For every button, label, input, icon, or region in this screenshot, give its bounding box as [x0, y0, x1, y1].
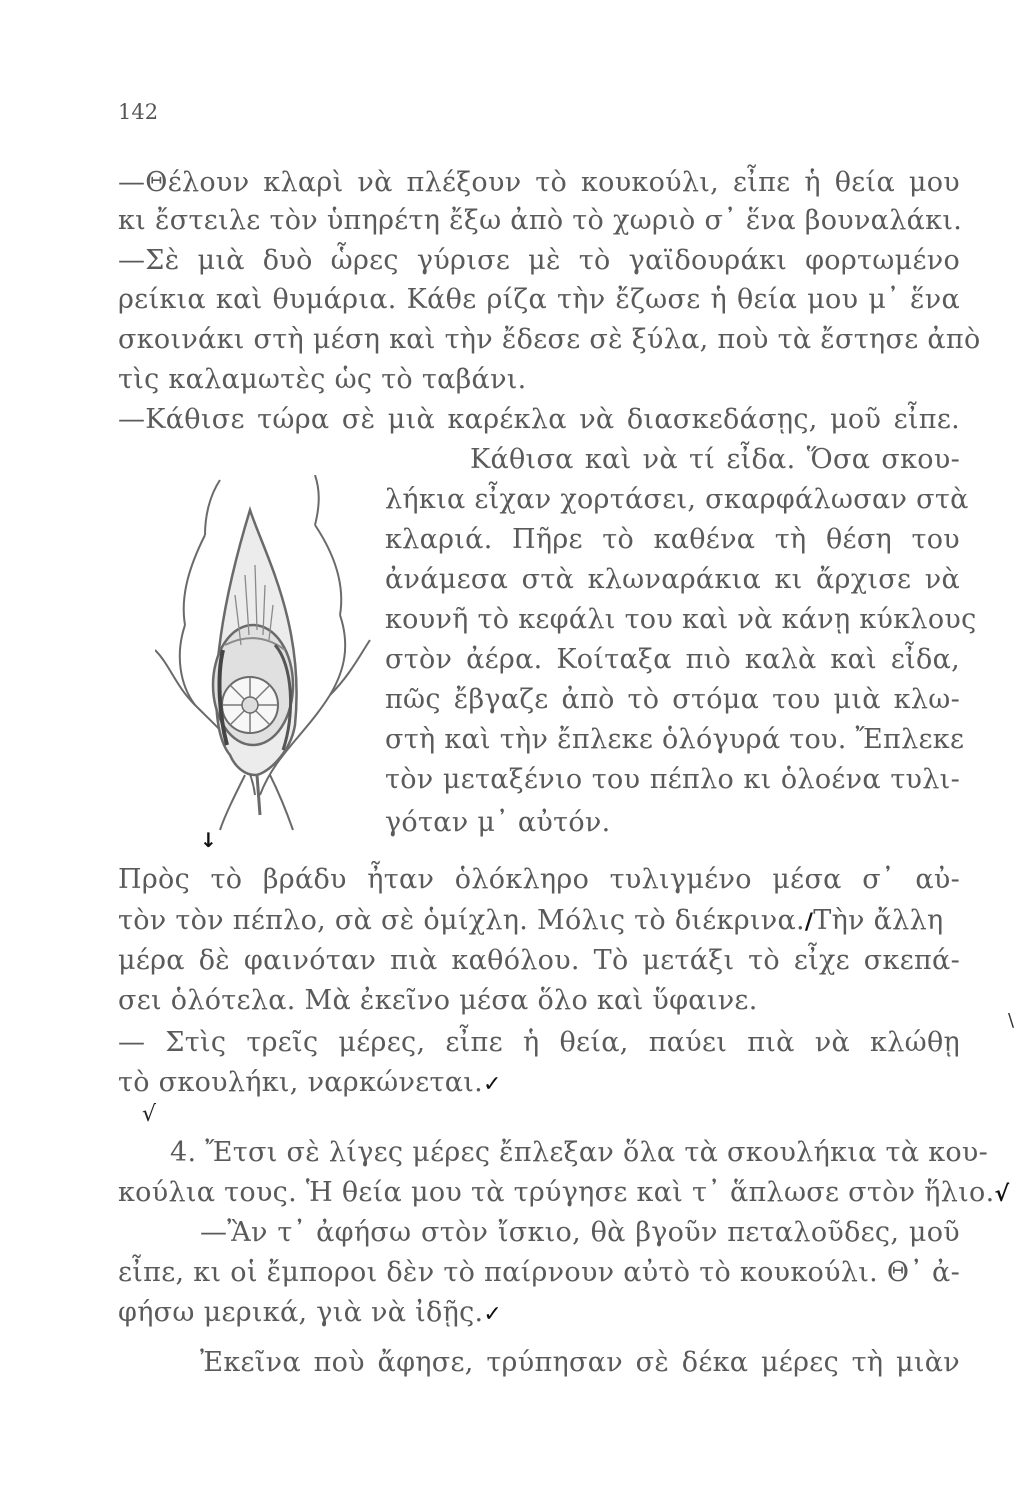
- check-mark-small: √: [142, 1102, 157, 1127]
- text-line-2: κι ἔστειλε τὸν ὑπηρέτη ἔξω ἀπὸ τὸ χωριὸ σ᾿ ἕνα βουναλάκι.: [118, 205, 963, 236]
- text-line-16: —Ἂν τ᾿ ἀφήσω στὸν ἴσκιο, θὰ βγοῦν πεταλοῦδες, μοῦ: [200, 1217, 960, 1248]
- text-line-10: μέρα δὲ φαινόταν πιὰ καθόλου. Τὸ μετάξι τὸ εἶχε σκεπά-: [118, 945, 960, 976]
- text-line-14: 4. Ἔτσι σὲ λίγες μέρες ἔπλεξαν ὅλα τὰ σκουλήκια τὰ κου-: [170, 1137, 989, 1168]
- text-line-6: τὶς καλαμωτὲς ὡς τὸ ταβάνι.: [118, 364, 527, 395]
- check-mark-1: ✓: [483, 1072, 502, 1097]
- cocoon-illustration: [155, 475, 380, 850]
- text-line-7: —Κάθισε τώρα σὲ μιὰ καρέκλα νὰ διασκεδάσῃς, μοῦ εἶπε.: [118, 404, 960, 435]
- wrap-line-6: στὸν ἀέρα. Κοίταξα πιὸ καλὰ καὶ εἶδα,: [385, 644, 960, 675]
- slash-mark: /: [804, 910, 814, 935]
- wrap-line-1: Κάθισα καὶ νὰ τί εἶδα. Ὅσα σκου-: [470, 444, 960, 475]
- check-mark-3: ✓: [483, 1302, 503, 1327]
- text-line-9: [118, 903, 960, 941]
- text-line-17: εἶπε, κι οἱ ἔμποροι δὲν τὸ παίρνουν αὐτὸ τὸ κουκούλι. Θ᾿ ἀ-: [118, 1257, 960, 1288]
- text-line-8: Πρὸς τὸ βράδυ ἦταν ὁλόκληρο τυλιγμένο μέσα σ᾿ αὐ-: [118, 864, 960, 895]
- margin-mark-arrow: ↓: [200, 828, 217, 852]
- text-line-5: σκοινάκι στὴ μέση καὶ τὴν ἔδεσε σὲ ξύλα, ποὺ τὰ ἔστησε ἀπὸ: [118, 324, 981, 355]
- text-line-4: ρείκια καὶ θυμάρια. Κάθε ρίζα τὴν ἔζωσε ἡ θεία μου μ᾿ ἕνα: [118, 284, 960, 315]
- text-line-1: —Θέλουν κλαρὶ νὰ πλέξουν τὸ κουκούλι, εἶπε ἡ θεία μου: [118, 167, 960, 198]
- text-line-15-a: κούλια τους. Ἡ θεία μου τὰ τρύγησε καὶ τ᾿ ἅπλωσε στὸν ἥλιο.: [118, 1177, 995, 1208]
- text-line-12: — Στὶς τρεῖς μέρες, εἶπε ἡ θεία, παύει πιὰ νὰ κλώθῃ: [118, 1027, 960, 1058]
- wrap-line-10: γόταν μ᾿ αὐτόν.: [385, 807, 611, 838]
- wrap-line-7: πῶς ἔβγαζε ἀπὸ τὸ στόμα του μιὰ κλω-: [385, 684, 960, 715]
- page-number: 142: [118, 100, 159, 124]
- edge-mark: \: [1008, 1010, 1015, 1031]
- wrap-line-9: τὸν μεταξένιο του πέπλο κι ὁλοένα τυλι-: [385, 764, 960, 795]
- text-line-3: —Σὲ μιὰ δυὸ ὧρες γύρισε μὲ τὸ γαϊδουράκι φορτωμένο: [118, 245, 960, 276]
- wrap-line-5: κουνῆ τὸ κεφάλι του καὶ νὰ κάνῃ κύκλους: [385, 604, 977, 635]
- check-mark-2: √: [994, 1182, 1010, 1207]
- text-line-9-b: Τὴν ἄλλη: [813, 905, 944, 936]
- text-line-18-a: φήσω μερικά, γιὰ νὰ ἰδῇς.: [118, 1297, 484, 1328]
- text-line-19: Ἐκεῖνα ποὺ ἄφησε, τρύπησαν σὲ δέκα μέρες τὴ μιὰν: [200, 1347, 960, 1378]
- text-line-13-a: τὸ σκουλήκι, ναρκώνεται.: [118, 1067, 484, 1098]
- wrap-line-3: κλαριά. Πῆρε τὸ καθένα τὴ θέση του: [385, 524, 960, 555]
- wrap-line-8: στὴ καὶ τὴν ἔπλεκε ὁλόγυρά του. Ἔπλεκε: [385, 724, 965, 755]
- wrap-line-2: λήκια εἶχαν χορτάσει, σκαρφάλωσαν στὰ: [385, 484, 969, 515]
- wrap-line-4: ἀνάμεσα στὰ κλωναράκια κι ἄρχισε νὰ: [385, 564, 960, 595]
- text-line-18: [118, 1295, 960, 1333]
- text-line-13: [118, 1065, 960, 1103]
- text-line-15: [118, 1175, 1010, 1213]
- text-line-11: σει ὁλότελα. Μὰ ἐκεῖνο μέσα ὅλο καὶ ὕφαινε.: [118, 985, 758, 1016]
- text-line-9-a: τὸν τὸν πέπλο, σὰ σὲ ὁμίχλη. Μόλις τὸ διέκρινα.: [118, 905, 805, 936]
